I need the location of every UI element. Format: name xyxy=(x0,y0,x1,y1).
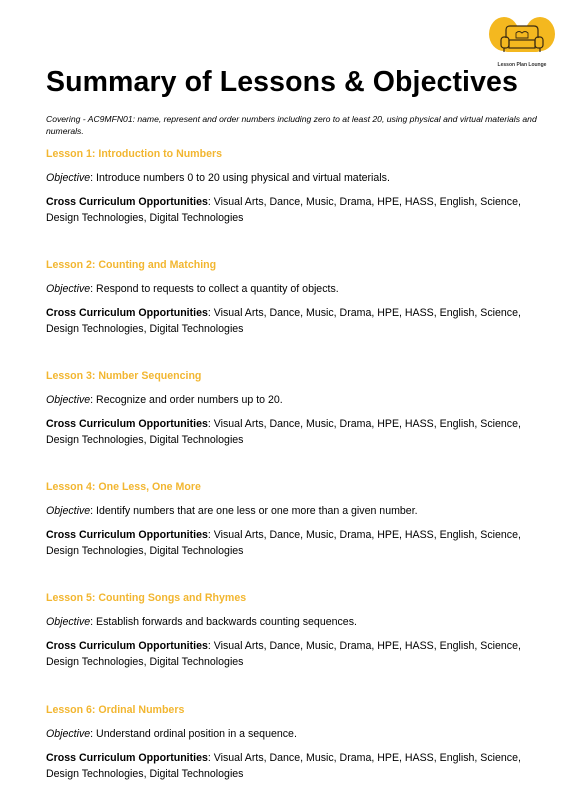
lesson-objective xyxy=(46,282,556,296)
lesson-title: Lesson 6: Ordinal Numbers xyxy=(46,704,185,716)
cross-label: Cross Curriculum Opportunities xyxy=(46,529,208,541)
lesson-title: Lesson 3: Number Sequencing xyxy=(46,370,202,382)
cross-text: : Visual Arts, Dance, Music, Drama, HPE, HASS, English, Science, Design Technologies, Digital Technologies xyxy=(46,196,521,224)
cross-curriculum xyxy=(46,528,556,559)
lesson-title: Lesson 5: Counting Songs and Rhymes xyxy=(46,592,247,604)
objective-label: Objective xyxy=(46,172,91,184)
cross-label: Cross Curriculum Opportunities xyxy=(46,307,208,319)
cross-text: : Visual Arts, Dance, Music, Drama, HPE, HASS, English, Science, Design Technologies, Digital Technologies xyxy=(46,752,521,780)
brand-logo xyxy=(486,12,558,70)
cross-curriculum xyxy=(46,417,556,448)
cross-label: Cross Curriculum Opportunities xyxy=(46,418,208,430)
objective-text: : Understand ordinal position in a sequence. xyxy=(90,728,297,740)
lesson-objective xyxy=(46,504,556,518)
cross-curriculum xyxy=(46,639,556,670)
lesson-title: Lesson 1: Introduction to Numbers xyxy=(46,148,222,160)
sofa-icon xyxy=(486,12,558,64)
cross-text: : Visual Arts, Dance, Music, Drama, HPE, HASS, English, Science, Design Technologies, Digital Technologies xyxy=(46,640,521,668)
cross-curriculum xyxy=(46,195,556,226)
cross-curriculum xyxy=(46,306,556,337)
cross-label: Cross Curriculum Opportunities xyxy=(46,196,208,208)
lesson-objective xyxy=(46,393,556,407)
lesson-title: Lesson 4: One Less, One More xyxy=(46,481,201,493)
objective-text: : Recognize and order numbers up to 20. xyxy=(90,394,283,406)
objective-text: : Identify numbers that are one less or one more than a given number. xyxy=(90,505,418,517)
cross-text: : Visual Arts, Dance, Music, Drama, HPE, HASS, English, Science, Design Technologies, Digital Technologies xyxy=(46,529,521,557)
objective-label: Objective xyxy=(46,394,91,406)
cross-label: Cross Curriculum Opportunities xyxy=(46,752,208,764)
objective-label: Objective xyxy=(46,283,91,295)
objective-label: Objective xyxy=(46,616,91,628)
objective-text: : Establish forwards and backwards counting sequences. xyxy=(90,616,357,628)
objective-text: : Respond to requests to collect a quantity of objects. xyxy=(90,283,339,295)
page-title: Summary of Lessons & Objectives xyxy=(46,66,518,98)
lesson-section xyxy=(46,480,556,559)
lesson-section xyxy=(46,369,556,448)
lesson-objective xyxy=(46,615,556,629)
objective-label: Objective xyxy=(46,728,91,740)
cross-text: : Visual Arts, Dance, Music, Drama, HPE, HASS, English, Science, Design Technologies, Digital Technologies xyxy=(46,307,521,335)
cross-text: : Visual Arts, Dance, Music, Drama, HPE, HASS, English, Science, Design Technologies, Digital Technologies xyxy=(46,418,521,446)
lesson-section xyxy=(46,258,556,337)
objective-text: : Introduce numbers 0 to 20 using physical and virtual materials. xyxy=(90,172,390,184)
lesson-section xyxy=(46,147,556,226)
lesson-title: Lesson 2: Counting and Matching xyxy=(46,259,217,271)
covering-text: Covering - AC9MFN01: name, represent and order numbers including zero to at least 20, using physical and virtual materials and numerals. xyxy=(46,114,537,136)
objective-label: Objective xyxy=(46,505,91,517)
cross-label: Cross Curriculum Opportunities xyxy=(46,640,208,652)
lesson-section xyxy=(46,591,556,670)
cross-curriculum xyxy=(46,751,556,782)
lesson-section xyxy=(46,703,556,782)
lesson-objective xyxy=(46,727,556,741)
lesson-objective xyxy=(46,171,556,185)
logo-text: Lesson Plan Lounge xyxy=(497,62,547,68)
